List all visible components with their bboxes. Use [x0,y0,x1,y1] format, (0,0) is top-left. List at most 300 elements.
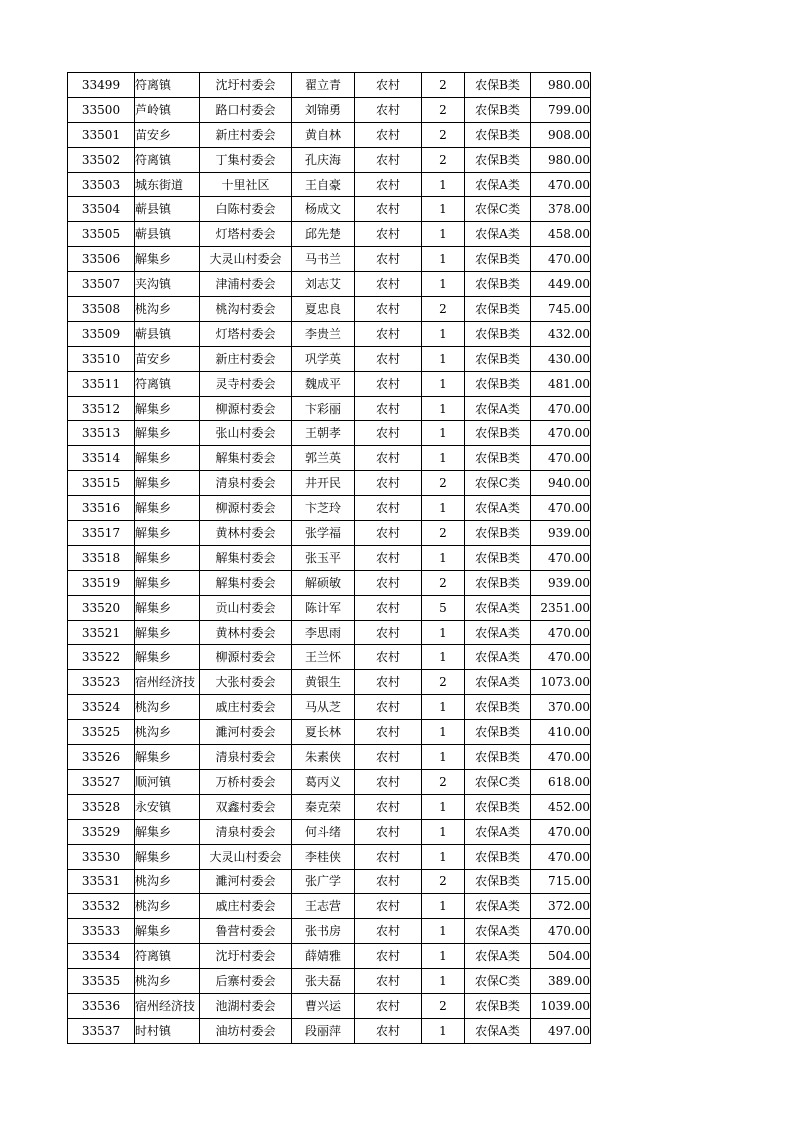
person-name-cell: 孔庆海 [292,147,355,172]
amount-cell: 470.00 [531,545,591,570]
member-count-cell: 1 [422,745,465,770]
member-count-cell: 1 [422,197,465,222]
amount-cell: 470.00 [531,172,591,197]
insurance-category-cell: 农保A类 [465,944,531,969]
household-type-cell: 农村 [355,1018,422,1043]
member-count-cell: 1 [422,645,465,670]
amount-cell: 470.00 [531,446,591,471]
insurance-category-cell: 农保B类 [465,122,531,147]
village-cell: 万桥村委会 [200,769,292,794]
person-name-cell: 王志营 [292,894,355,919]
village-cell: 大灵山村委会 [200,247,292,272]
village-cell: 灵寺村委会 [200,371,292,396]
insurance-category-cell: 农保B类 [465,869,531,894]
amount-cell: 1073.00 [531,670,591,695]
person-name-cell: 朱素侠 [292,745,355,770]
household-type-cell: 农村 [355,122,422,147]
record-id-cell: 33529 [68,819,135,844]
member-count-cell: 1 [422,969,465,994]
household-type-cell: 农村 [355,969,422,994]
person-name-cell: 李桂侠 [292,844,355,869]
record-id-cell: 33524 [68,695,135,720]
insurance-category-cell: 农保A类 [465,620,531,645]
insurance-category-cell: 农保B类 [465,745,531,770]
insurance-category-cell: 农保B类 [465,73,531,98]
village-cell: 池湖村委会 [200,993,292,1018]
person-name-cell: 李贵兰 [292,321,355,346]
insurance-category-cell: 农保B类 [465,297,531,322]
table-row [68,894,591,919]
record-id-cell: 33528 [68,794,135,819]
insurance-category-cell: 农保A类 [465,396,531,421]
insurance-category-cell: 农保A类 [465,645,531,670]
data-table [67,72,591,1044]
village-cell: 清泉村委会 [200,819,292,844]
town-cell: 夹沟镇 [135,272,200,297]
table-row [68,969,591,994]
amount-cell: 2351.00 [531,595,591,620]
town-cell: 顺河镇 [135,769,200,794]
village-cell: 柳源村委会 [200,396,292,421]
table-row [68,73,591,98]
insurance-category-cell: 农保A类 [465,1018,531,1043]
town-cell: 蕲县镇 [135,321,200,346]
amount-cell: 939.00 [531,521,591,546]
member-count-cell: 1 [422,894,465,919]
village-cell: 灯塔村委会 [200,222,292,247]
person-name-cell: 井开民 [292,471,355,496]
record-id-cell: 33502 [68,147,135,172]
household-type-cell: 农村 [355,471,422,496]
amount-cell: 618.00 [531,769,591,794]
amount-cell: 481.00 [531,371,591,396]
person-name-cell: 邱先楚 [292,222,355,247]
record-id-cell: 33516 [68,496,135,521]
record-id-cell: 33501 [68,122,135,147]
member-count-cell: 2 [422,869,465,894]
member-count-cell: 1 [422,272,465,297]
amount-cell: 470.00 [531,919,591,944]
record-id-cell: 33519 [68,570,135,595]
member-count-cell: 1 [422,371,465,396]
household-type-cell: 农村 [355,570,422,595]
record-id-cell: 33500 [68,97,135,122]
insurance-category-cell: 农保C类 [465,197,531,222]
table-row [68,321,591,346]
village-cell: 灯塔村委会 [200,321,292,346]
table-row [68,993,591,1018]
insurance-category-cell: 农保C类 [465,969,531,994]
table-row [68,272,591,297]
village-cell: 柳源村委会 [200,645,292,670]
person-name-cell: 魏成平 [292,371,355,396]
member-count-cell: 2 [422,297,465,322]
table-row [68,794,591,819]
household-type-cell: 农村 [355,222,422,247]
amount-cell: 1039.00 [531,993,591,1018]
village-cell: 清泉村委会 [200,471,292,496]
table-row [68,247,591,272]
town-cell: 解集乡 [135,645,200,670]
town-cell: 符离镇 [135,944,200,969]
household-type-cell: 农村 [355,894,422,919]
table-row [68,645,591,670]
table-row [68,197,591,222]
household-type-cell: 农村 [355,745,422,770]
person-name-cell: 薛婧雅 [292,944,355,969]
village-cell: 解集村委会 [200,446,292,471]
table-row [68,521,591,546]
insurance-category-cell: 农保B类 [465,570,531,595]
record-id-cell: 33536 [68,993,135,1018]
household-type-cell: 农村 [355,496,422,521]
record-id-cell: 33504 [68,197,135,222]
member-count-cell: 1 [422,247,465,272]
village-cell: 沈圩村委会 [200,944,292,969]
village-cell: 张山村委会 [200,421,292,446]
town-cell: 解集乡 [135,620,200,645]
member-count-cell: 1 [422,396,465,421]
amount-cell: 980.00 [531,147,591,172]
table-row [68,1018,591,1043]
member-count-cell: 2 [422,122,465,147]
record-id-cell: 33514 [68,446,135,471]
table-row [68,545,591,570]
member-count-cell: 2 [422,97,465,122]
town-cell: 蕲县镇 [135,197,200,222]
member-count-cell: 5 [422,595,465,620]
town-cell: 解集乡 [135,421,200,446]
insurance-category-cell: 农保A类 [465,919,531,944]
household-type-cell: 农村 [355,272,422,297]
village-cell: 后寨村委会 [200,969,292,994]
person-name-cell: 张夫磊 [292,969,355,994]
town-cell: 解集乡 [135,471,200,496]
table-body [68,73,591,1044]
table-row [68,769,591,794]
record-id-cell: 33520 [68,595,135,620]
table-row [68,97,591,122]
insurance-category-cell: 农保C类 [465,471,531,496]
village-cell: 大灵山村委会 [200,844,292,869]
insurance-category-cell: 农保B类 [465,844,531,869]
record-id-cell: 33509 [68,321,135,346]
amount-cell: 745.00 [531,297,591,322]
person-name-cell: 曹兴运 [292,993,355,1018]
town-cell: 桃沟乡 [135,297,200,322]
person-name-cell: 秦克荣 [292,794,355,819]
household-type-cell: 农村 [355,147,422,172]
amount-cell: 470.00 [531,645,591,670]
insurance-category-cell: 农保B类 [465,521,531,546]
household-type-cell: 农村 [355,297,422,322]
household-type-cell: 农村 [355,545,422,570]
record-id-cell: 33530 [68,844,135,869]
town-cell: 解集乡 [135,595,200,620]
amount-cell: 432.00 [531,321,591,346]
household-type-cell: 农村 [355,321,422,346]
household-type-cell: 农村 [355,695,422,720]
member-count-cell: 2 [422,670,465,695]
member-count-cell: 1 [422,620,465,645]
amount-cell: 470.00 [531,620,591,645]
town-cell: 桃沟乡 [135,695,200,720]
village-cell: 黄林村委会 [200,521,292,546]
town-cell: 解集乡 [135,819,200,844]
person-name-cell: 陈计军 [292,595,355,620]
record-id-cell: 33513 [68,421,135,446]
insurance-category-cell: 农保C类 [465,769,531,794]
amount-cell: 470.00 [531,421,591,446]
village-cell: 大张村委会 [200,670,292,695]
table-row [68,869,591,894]
table-row [68,819,591,844]
insurance-category-cell: 农保B类 [465,421,531,446]
member-count-cell: 1 [422,919,465,944]
record-id-cell: 33499 [68,73,135,98]
insurance-category-cell: 农保B类 [465,346,531,371]
insurance-category-cell: 农保B类 [465,371,531,396]
household-type-cell: 农村 [355,869,422,894]
household-type-cell: 农村 [355,371,422,396]
village-cell: 鲁营村委会 [200,919,292,944]
table-row [68,919,591,944]
record-id-cell: 33523 [68,670,135,695]
table-row [68,172,591,197]
person-name-cell: 杨成文 [292,197,355,222]
person-name-cell: 王朝孝 [292,421,355,446]
record-id-cell: 33532 [68,894,135,919]
household-type-cell: 农村 [355,993,422,1018]
town-cell: 解集乡 [135,247,200,272]
household-type-cell: 农村 [355,521,422,546]
town-cell: 解集乡 [135,919,200,944]
village-cell: 黄林村委会 [200,620,292,645]
town-cell: 桃沟乡 [135,894,200,919]
member-count-cell: 2 [422,73,465,98]
household-type-cell: 农村 [355,421,422,446]
insurance-category-cell: 农保A类 [465,496,531,521]
household-type-cell: 农村 [355,197,422,222]
record-id-cell: 33534 [68,944,135,969]
record-id-cell: 33535 [68,969,135,994]
village-cell: 柳源村委会 [200,496,292,521]
member-count-cell: 1 [422,545,465,570]
amount-cell: 504.00 [531,944,591,969]
member-count-cell: 1 [422,446,465,471]
table-row [68,471,591,496]
table-row [68,122,591,147]
amount-cell: 470.00 [531,745,591,770]
table-row [68,620,591,645]
member-count-cell: 1 [422,844,465,869]
household-type-cell: 农村 [355,247,422,272]
member-count-cell: 1 [422,346,465,371]
record-id-cell: 33525 [68,720,135,745]
person-name-cell: 张玉平 [292,545,355,570]
record-id-cell: 33508 [68,297,135,322]
record-id-cell: 33517 [68,521,135,546]
table-row [68,670,591,695]
amount-cell: 458.00 [531,222,591,247]
insurance-category-cell: 农保A类 [465,222,531,247]
member-count-cell: 2 [422,769,465,794]
amount-cell: 939.00 [531,570,591,595]
household-type-cell: 农村 [355,620,422,645]
town-cell: 城东街道 [135,172,200,197]
amount-cell: 908.00 [531,122,591,147]
village-cell: 桃沟村委会 [200,297,292,322]
insurance-category-cell: 农保B类 [465,545,531,570]
table-row [68,496,591,521]
table-row [68,595,591,620]
member-count-cell: 2 [422,471,465,496]
table-row [68,346,591,371]
member-count-cell: 1 [422,794,465,819]
table-row [68,944,591,969]
person-name-cell: 夏长林 [292,720,355,745]
amount-cell: 372.00 [531,894,591,919]
amount-cell: 410.00 [531,720,591,745]
town-cell: 桃沟乡 [135,720,200,745]
household-type-cell: 农村 [355,720,422,745]
village-cell: 双鑫村委会 [200,794,292,819]
town-cell: 解集乡 [135,745,200,770]
record-id-cell: 33518 [68,545,135,570]
table-row [68,695,591,720]
person-name-cell: 张学福 [292,521,355,546]
household-type-cell: 农村 [355,172,422,197]
member-count-cell: 1 [422,172,465,197]
table-row [68,844,591,869]
town-cell: 解集乡 [135,844,200,869]
amount-cell: 470.00 [531,819,591,844]
town-cell: 符离镇 [135,371,200,396]
household-type-cell: 农村 [355,844,422,869]
record-id-cell: 33505 [68,222,135,247]
table-row [68,222,591,247]
amount-cell: 449.00 [531,272,591,297]
insurance-category-cell: 农保A类 [465,595,531,620]
village-cell: 油坊村委会 [200,1018,292,1043]
amount-cell: 470.00 [531,844,591,869]
insurance-category-cell: 农保A类 [465,894,531,919]
table-row [68,297,591,322]
town-cell: 桃沟乡 [135,969,200,994]
record-id-cell: 33506 [68,247,135,272]
village-cell: 路口村委会 [200,97,292,122]
person-name-cell: 解硕敏 [292,570,355,595]
person-name-cell: 马从芝 [292,695,355,720]
record-id-cell: 33533 [68,919,135,944]
record-id-cell: 33512 [68,396,135,421]
record-id-cell: 33522 [68,645,135,670]
town-cell: 宿州经济技 [135,670,200,695]
insurance-category-cell: 农保B类 [465,97,531,122]
member-count-cell: 1 [422,321,465,346]
table-row [68,446,591,471]
person-name-cell: 张书房 [292,919,355,944]
person-name-cell: 黄自林 [292,122,355,147]
town-cell: 解集乡 [135,545,200,570]
household-type-cell: 农村 [355,670,422,695]
household-type-cell: 农村 [355,645,422,670]
town-cell: 解集乡 [135,521,200,546]
member-count-cell: 2 [422,570,465,595]
member-count-cell: 1 [422,496,465,521]
person-name-cell: 巩学英 [292,346,355,371]
amount-cell: 378.00 [531,197,591,222]
town-cell: 符离镇 [135,147,200,172]
town-cell: 宿州经济技 [135,993,200,1018]
amount-cell: 715.00 [531,869,591,894]
village-cell: 解集村委会 [200,545,292,570]
insurance-category-cell: 农保B类 [465,695,531,720]
town-cell: 蕲县镇 [135,222,200,247]
member-count-cell: 2 [422,147,465,172]
insurance-category-cell: 农保B类 [465,720,531,745]
record-id-cell: 33503 [68,172,135,197]
village-cell: 清泉村委会 [200,745,292,770]
member-count-cell: 2 [422,521,465,546]
person-name-cell: 李思雨 [292,620,355,645]
amount-cell: 370.00 [531,695,591,720]
table-row [68,570,591,595]
amount-cell: 470.00 [531,396,591,421]
town-cell: 解集乡 [135,396,200,421]
amount-cell: 452.00 [531,794,591,819]
insurance-category-cell: 农保A类 [465,819,531,844]
amount-cell: 497.00 [531,1018,591,1043]
person-name-cell: 卞芝玲 [292,496,355,521]
town-cell: 解集乡 [135,496,200,521]
record-id-cell: 33526 [68,745,135,770]
village-cell: 濉河村委会 [200,720,292,745]
household-type-cell: 农村 [355,73,422,98]
village-cell: 解集村委会 [200,570,292,595]
village-cell: 十里社区 [200,172,292,197]
record-id-cell: 33510 [68,346,135,371]
record-id-cell: 33511 [68,371,135,396]
person-name-cell: 翟立青 [292,73,355,98]
town-cell: 永安镇 [135,794,200,819]
insurance-category-cell: 农保B类 [465,147,531,172]
amount-cell: 430.00 [531,346,591,371]
amount-cell: 389.00 [531,969,591,994]
member-count-cell: 2 [422,993,465,1018]
insurance-category-cell: 农保A类 [465,172,531,197]
amount-cell: 980.00 [531,73,591,98]
village-cell: 津浦村委会 [200,272,292,297]
person-name-cell: 王兰怀 [292,645,355,670]
town-cell: 符离镇 [135,73,200,98]
insurance-category-cell: 农保A类 [465,670,531,695]
town-cell: 解集乡 [135,446,200,471]
table-row [68,745,591,770]
household-type-cell: 农村 [355,819,422,844]
household-type-cell: 农村 [355,944,422,969]
record-id-cell: 33527 [68,769,135,794]
member-count-cell: 1 [422,695,465,720]
person-name-cell: 葛丙义 [292,769,355,794]
household-type-cell: 农村 [355,396,422,421]
record-id-cell: 33537 [68,1018,135,1043]
table-row [68,371,591,396]
table-row [68,421,591,446]
town-cell: 桃沟乡 [135,869,200,894]
member-count-cell: 1 [422,1018,465,1043]
member-count-cell: 1 [422,819,465,844]
